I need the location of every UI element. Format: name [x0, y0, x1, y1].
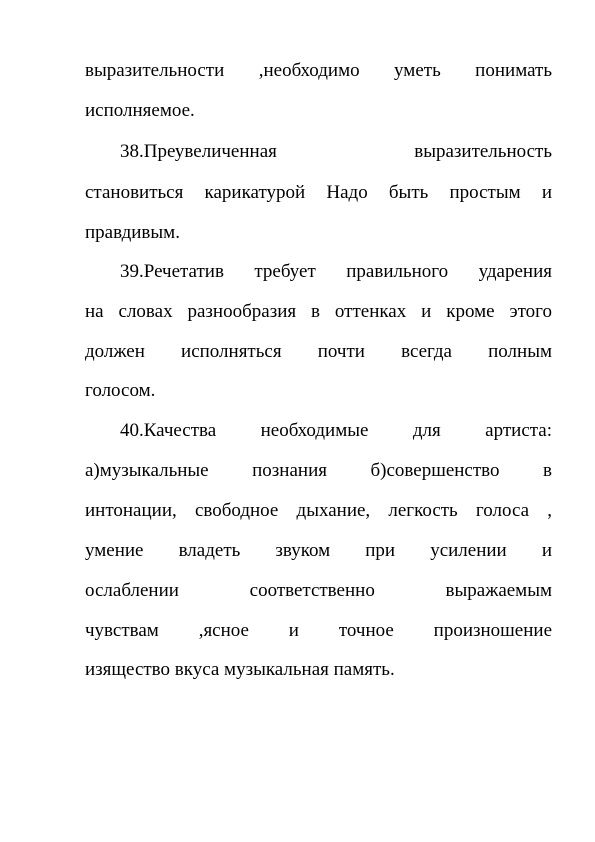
- text-line: изящество вкуса музыкальная память.: [85, 659, 395, 680]
- paragraph-38-start: 38.Преувеличенная выразительность: [120, 141, 552, 162]
- text-line: умение владеть звуком при усилении и: [85, 540, 552, 561]
- paragraph-40-start: 40.Качества необходимые для артиста:: [120, 420, 552, 441]
- text-line: голосом.: [85, 380, 156, 401]
- text-line: а)музыкальные познания б)совершенство в: [85, 460, 552, 481]
- text-line: на словах разнообразия в оттенках и кроме этого: [85, 301, 552, 322]
- text-line: чувствам ,ясное и точное произношение: [85, 620, 552, 641]
- paragraph-39-start: 39.Речетатив требует правильного ударения: [120, 261, 552, 282]
- text-line: исполняемое.: [85, 100, 195, 121]
- text-line: ослаблении соответственно выражаемым: [85, 580, 552, 601]
- text-line: становиться карикатурой Надо быть простым и: [85, 182, 552, 203]
- text-line: должен исполняться почти всегда полным: [85, 341, 552, 362]
- text-line: выразительности ,необходимо уметь понимать: [85, 60, 552, 81]
- text-line: интонации, свободное дыхание, легкость голоса ,: [85, 500, 552, 521]
- text-line: правдивым.: [85, 222, 180, 243]
